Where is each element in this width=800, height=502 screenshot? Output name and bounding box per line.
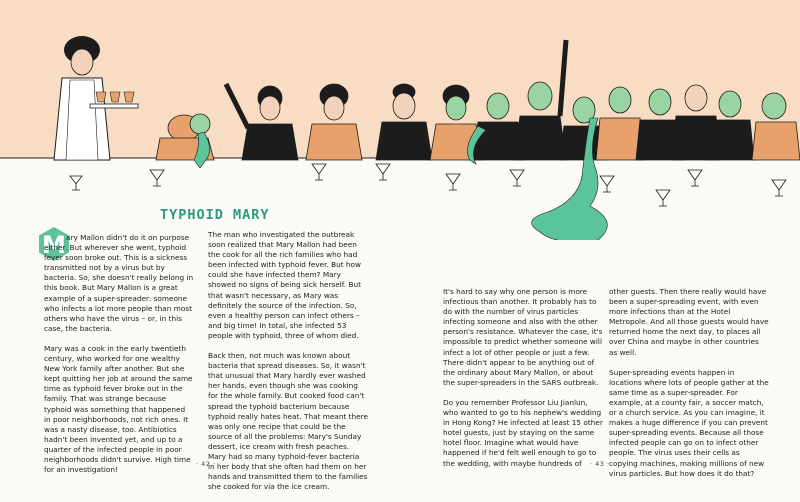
page-number-left: · 42 · [196,460,216,468]
paragraph: Mary was a cook in the early twentieth century, who worked for one wealthy New York family after another. But she kept quitting her job at around the same time as typhoid fever broke out in the family. That was strange because typhoid was something that happened in poor neighborhoods, not rich ones. It was a nasty disease, too. Antibiotics hadn't been invented yet, and up to a quarter of the infected people in poor neighborhoods didn't survive. High time for an investigation! [44,343,193,475]
paragraph: Super-spreading events happen in locations where lots of people gather at the same time as a super-spreader. For example, at a county fair, a soccer match, or a church service. As you can imagine, it makes a huge difference if you can prevent super-spreading events. Because all those infected people can go on to infect other people. The virus uses their cells as copying machines, making millions of new virus particles. But how does it do that? [609,367,769,478]
dropcap-letter: M [42,231,66,259]
text-column-2 [208,230,368,502]
text-column-4 [609,287,769,489]
paragraph: The man who investigated the outbreak soon realized that Mary Mallon had been the cook for all the rich families who had been infected with typhoid fever. But how could she have infected them? Mary showed no signs of being sick herself. But that wasn't necessary, as Mary was definitely the source of the infection. So, even a healthy person can infect others – and big time! In total, she infected 53 people with typhoid, three of whom died. [208,230,361,340]
paragraph: It's hard to say why one person is more infectious than another. It probably has to do with the number of virus particles infecting someone and also with the other person's resistance. Whatever the case, it's impossible to predict whether someone will infect a lot of other people or just a few. There didn't appear to be anything out of the ordinary about Mary Mallon, or about the super-spreaders in the SARS outbreak. [443,287,603,387]
paragraph: Do you remember Professor Liu Jianlun, who wanted to go to his nephew's wedding in Hong Kong? He infected at least 15 other hotel guests, just by staying on the same hotel floor. Imagine what would have happened if he'd felt well enough to go to the wedding, with maybe hundreds of [443,397,603,468]
text-column-3 [443,287,603,479]
page-title: TYPHOID MARY [160,207,270,223]
paragraph: other guests. Then there really would have been a super-spreading event, with even more infections than at the Hotel Metropole. And all those guests would have returned home the next day, to places all over China and maybe in other countries as well. [609,287,769,357]
paragraph: ary Mallon didn't do it on purpose either. But wherever she went, typhoid fever soon broke out. This is a sickness transmitted not by a virus but by bacteria. So, she doesn't really belong in this book. But Mary Mallon is a great example of a super-spreader: someone who infects a lot more people than most others who have the virus – or, in this case, the bacteria. [44,233,194,333]
paragraph: Back then, not much was known about bacteria that spread diseases. So, it wasn't that unusual that Mary hardly ever washed her hands, even though she was cooking for the whole family. But cooked food can't spread the typhoid bacterium because typhoid really hates heat. That meant there was only one recipe that could be the source of all the problems: Mary's Sunday dessert, ice cream with fresh peaches. Mary had so many typhoid-fever bacteria in her body that she often had them on her hands and transmitted them to the families she cooked for via the ice cream. [208,351,368,492]
dinner-party-illustration [0,0,800,240]
page-number-right: · 43 · [590,460,610,468]
text-column-1 [44,230,194,485]
